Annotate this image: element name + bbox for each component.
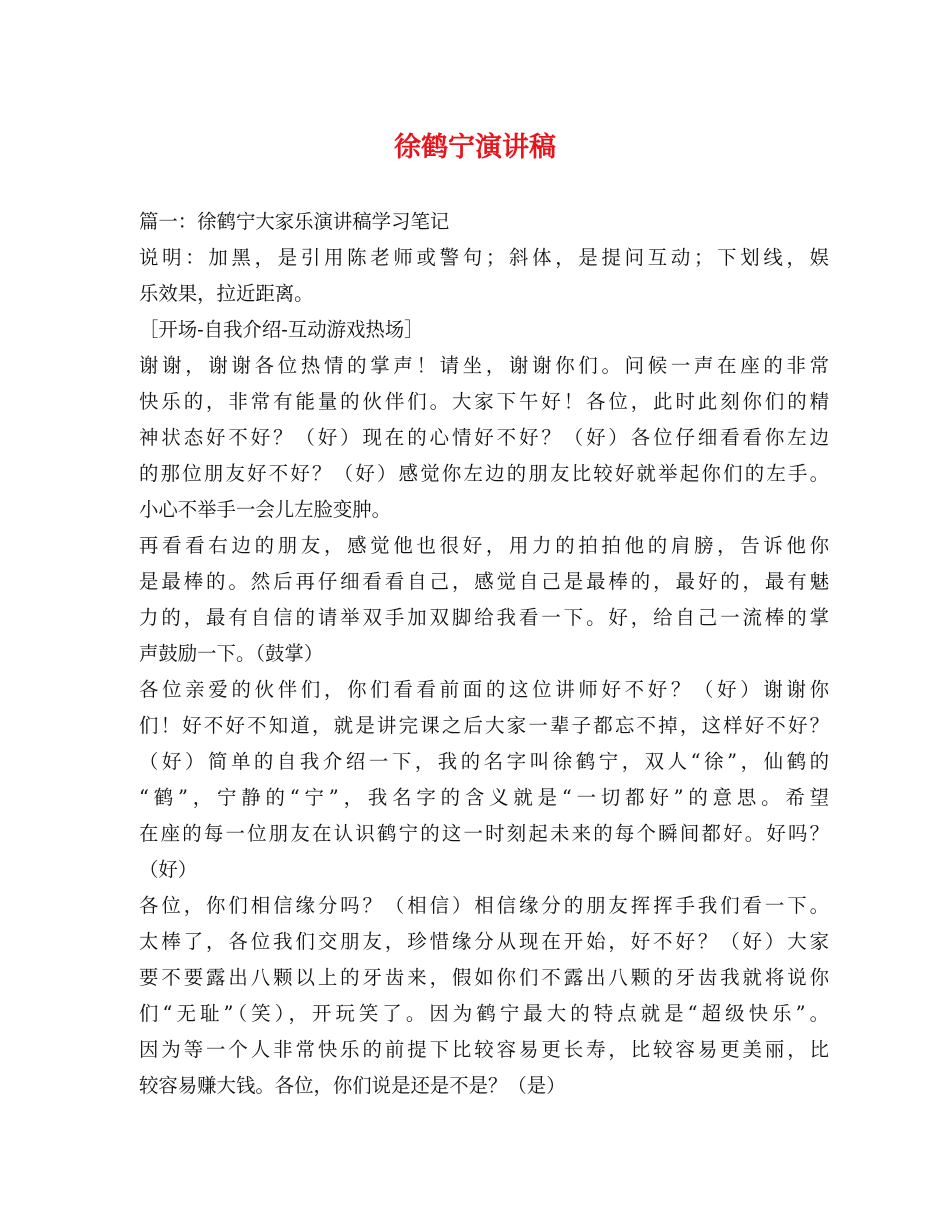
text-line: 因为等一个人非常快乐的前提下比较容易更长寿，比较容易更美丽，比 — [139, 1038, 829, 1061]
text-line: “鹤”，宁静的“宁”，我名字的含义就是“一切都好”的意思。希望 — [139, 786, 829, 809]
document-body — [139, 204, 829, 1104]
text-line: 太棒了，各位我们交朋友，珍惜缘分从现在开始，好不好？（好）大家 — [139, 930, 829, 953]
text-line: 小心不举手一会儿左脸变肿。 — [139, 498, 392, 521]
text-line: 神状态好不好？（好）现在的心情好不好？（好）各位仔细看看你左边 — [139, 426, 829, 449]
section-heading: 篇一：徐鹤宁大家乐演讲稿学习笔记 — [139, 210, 450, 233]
text-line: 说明：加黑，是引用陈老师或警句；斜体，是提问互动；下划线，娱 — [139, 246, 829, 269]
text-line: 要不要露出八颗以上的牙齿来，假如你们不露出八颗的牙齿我就将说你 — [139, 966, 829, 989]
document-title: 徐鹤宁演讲稿 — [394, 132, 556, 163]
text-line: 是最棒的。然后再仔细看看自己，感觉自己是最棒的，最好的，最有魅 — [139, 570, 829, 593]
text-line: 声鼓励一下。（鼓掌） — [139, 642, 324, 665]
text-line: 谢谢，谢谢各位热情的掌声！请坐，谢谢你们。问候一声在座的非常 — [139, 354, 829, 377]
section-marker: ［开场-自我介绍-互动游戏热场］ — [139, 318, 424, 341]
text-line: 在座的每一位朋友在认识鹤宁的这一时刻起未来的每个瞬间都好。好吗？ — [139, 822, 829, 845]
text-line: 们“无耻”（笑），开玩笑了。因为鹤宁最大的特点就是“超级快乐”。 — [139, 1002, 829, 1025]
text-line: 快乐的，非常有能量的伙伴们。大家下午好！各位，此时此刻你们的精 — [139, 390, 829, 413]
text-line: （好） — [139, 858, 198, 881]
text-line: 乐效果，拉近距离。 — [139, 282, 314, 305]
text-line: 的那位朋友好不好？（好）感觉你左边的朋友比较好就举起你们的左手。 — [139, 462, 829, 485]
text-line: 再看看右边的朋友，感觉他也很好，用力的拍拍他的肩膀，告诉他你 — [139, 534, 829, 557]
text-line: 较容易赚大钱。各位，你们说是还是不是？（是） — [139, 1074, 566, 1097]
text-line: 力的，最有自信的请举双手加双脚给我看一下。好，给自己一流棒的掌 — [139, 606, 829, 629]
text-line: 各位，你们相信缘分吗？（相信）相信缘分的朋友挥挥手我们看一下。 — [139, 894, 829, 917]
text-line: 们！好不好不知道，就是讲完课之后大家一辈子都忘不掉，这样好不好？ — [139, 714, 829, 737]
text-line: 各位亲爱的伙伴们，你们看看前面的这位讲师好不好？（好）谢谢你 — [139, 678, 829, 701]
text-line: （好）简单的自我介绍一下，我的名字叫徐鹤宁，双人“徐”，仙鹤的 — [139, 750, 829, 773]
